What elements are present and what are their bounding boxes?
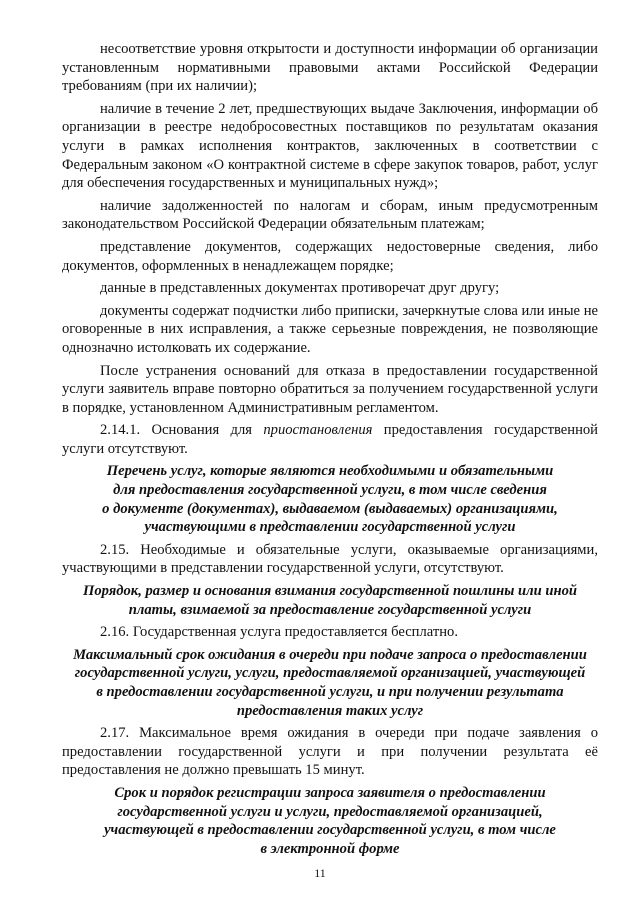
paragraph-2-15: 2.15. Необходимые и обязательные услуги, оказываемые организациями, участвующими в представлении государственной услуги, отсутствуют. (62, 541, 598, 577)
page-number: 11 (314, 866, 326, 880)
paragraph-2-17: 2.17. Максимальное время ожидания в очереди при подаче заявления о предоставлении государственной услуги и при получении результата её предоставления не должно превышать 15 минут. (62, 725, 598, 779)
heading-line: Перечень услуг, которые являются необходимыми и обязательными (106, 463, 554, 480)
heading-line: платы, взимаемой за предоставление государственной услуги (128, 601, 532, 618)
paragraph-info-mismatch: несоответствие уровня открытости и доступности информации об организации установленным нормативными правовыми актами Российской Федерации требованиям (при их наличии); (62, 41, 598, 95)
heading-line: государственной услуги и услуги, предоставляемой организацией, (117, 803, 543, 820)
heading-line: для предоставления государственной услуги, в том числе сведения (113, 482, 547, 499)
paragraph-contradictions: данные в представленных документах противоречат друг другу; (100, 280, 500, 297)
heading-line: участвующей в предоставлении государственной услуги, в том числе (104, 822, 556, 839)
paragraph-2-14-1-after: предоставления государственной услуги отсутствуют. (62, 422, 598, 457)
heading-line: государственной услуги, услуги, предоставляемой организацией, участвующей (74, 665, 586, 682)
heading-required-services (62, 462, 598, 536)
heading-state-fee (62, 582, 598, 619)
heading-queue-time (62, 646, 598, 720)
paragraph-tax-debts: наличие задолженностей по налогам и сборам, иным предусмотренным законодательством Российской Федерации обязательным платежам; (62, 197, 598, 233)
heading-line: Срок и порядок регистрации запроса заявителя о предоставлении (114, 784, 546, 801)
heading-line: Максимальный срок ожидания в очереди при подаче запроса о предоставлении (73, 646, 587, 663)
paragraph-unfair-suppliers: наличие в течение 2 лет, предшествующих выдаче Заключения, информации об организации в реестре недобросовестных поставщиков по результатам оказания услуги в рамках исполнения контрактов, заключенных в соответствии с Федеральным законом «О контрактной системе в сфере закупок товаров, работ, услуг для обеспечения государственных и муниципальных нужд»; (62, 100, 598, 192)
paragraph-2-14-1 (62, 421, 598, 458)
heading-line: предоставления таких услуг (236, 702, 424, 719)
heading-line: в электронной форме (260, 840, 400, 857)
paragraph-2-16: 2.16. Государственная услуга предоставляется бесплатно. (100, 624, 459, 641)
paragraph-2-14-1-before: 2.14.1. Основания для (100, 422, 264, 439)
paragraph-corrections: документы содержат подчистки либо приписки, зачеркнутые слова или иные не оговоренные в них исправления, а также серьезные повреждения, не позволяющие однозначно истолковать их содержание. (62, 302, 598, 356)
heading-registration (62, 784, 598, 858)
paragraph-false-documents: представление документов, содержащих недостоверные сведения, либо документов, оформленных в ненадлежащем порядке; (62, 238, 598, 274)
heading-line: участвующими в представлении государственной услуги (144, 519, 516, 536)
heading-line: в предоставлении государственной услуги, и при получении результата (96, 684, 564, 700)
paragraph-2-14-1-emphasis: приостановления (263, 422, 373, 439)
heading-line: о документе (документах), выдаваемом (выдаваемых) организациями, (102, 500, 558, 517)
heading-line: Порядок, размер и основания взимания государственной пошлины или иной (83, 583, 577, 600)
paragraph-reapply: После устранения оснований для отказа в предоставлении государственной услуги заявитель вправе повторно обратиться за получением государственной услуги в порядке, установленном Административным регламентом. (62, 362, 598, 416)
